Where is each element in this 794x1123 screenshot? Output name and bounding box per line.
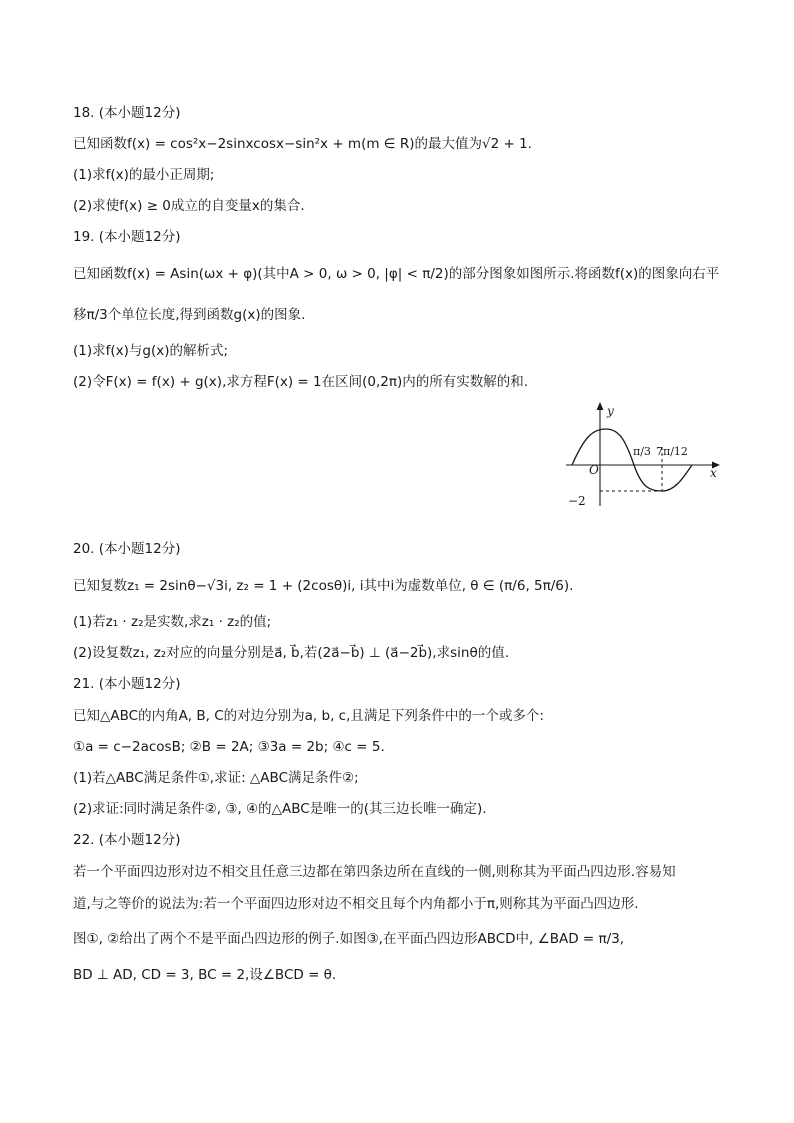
q21-stem: 已知△ABC的内角A, B, C的对边分别为a, b, c,且满足下列条件中的一个或多个:: [73, 708, 544, 724]
q22-header: 22. (本小题12分): [73, 832, 181, 848]
q21-part1: (1)若△ABC满足条件①,求证: △ABC满足条件②;: [73, 770, 359, 786]
q21-conditions: ①a = c−2acosB; ②B = 2A; ③3a = 2b; ④c = 5.: [73, 739, 385, 755]
q18-stem: 已知函数f(x) = cos²x−2sinxcosx−sin²x + m(m ∈ R)的最大值为√2 + 1.: [73, 136, 532, 152]
q22-line2: 道,与之等价的说法为:若一个平面四边形对边不相交且每个内角都小于π,则称其为平面凸四边形.: [73, 896, 639, 912]
q18-part2: (2)求使f(x) ≥ 0成立的自变量x的集合.: [73, 198, 305, 214]
q19-stem-line2: 移π/3个单位长度,得到函数g(x)的图象.: [73, 307, 306, 323]
q22-line4: BD ⊥ AD, CD = 3, BC = 2,设∠BCD = θ.: [73, 967, 337, 983]
q18-part1: (1)求f(x)的最小正周期;: [73, 167, 215, 183]
y-axis-arrow: [597, 402, 604, 410]
q22-line3: 图①, ②给出了两个不是平面凸四边形的例子.如图③,在平面凸四边形ABCD中, ∠BAD = π/3,: [73, 931, 625, 947]
x-axis-label: x: [710, 466, 717, 480]
q21-part2: (2)求证:同时满足条件②, ③, ④的△ABC是唯一的(其三边长唯一确定).: [73, 801, 487, 817]
q21-header: 21. (本小题12分): [73, 676, 181, 692]
tick-7pi-over-12: 7π/12: [656, 445, 688, 458]
q19-sine-graph: [560, 398, 725, 513]
q18-header: 18. (本小题12分): [73, 105, 181, 121]
q20-part1: (1)若z₁ · z₂是实数,求z₁ · z₂的值;: [73, 614, 272, 630]
q19-part1: (1)求f(x)与g(x)的解析式;: [73, 343, 229, 359]
ymin-label: −2: [568, 494, 586, 508]
origin-label: O: [589, 463, 599, 477]
q20-header: 20. (本小题12分): [73, 541, 181, 557]
q19-stem-line1: 已知函数f(x) = Asin(ωx + φ)(其中A > 0, ω > 0, |φ| < π/2)的部分图象如图所示.将函数f(x)的图象向右平: [73, 266, 720, 282]
q19-header: 19. (本小题12分): [73, 229, 181, 245]
q20-stem: 已知复数z₁ = 2sinθ−√3i, z₂ = 1 + (2cosθ)i, i其中i为虚数单位, θ ∈ (π/6, 5π/6).: [73, 578, 574, 594]
sine-curve: [572, 429, 692, 491]
q22-line1: 若一个平面四边形对边不相交且任意三边都在第四条边所在直线的一侧,则称其为平面凸四边形.容易知: [73, 864, 676, 880]
y-axis-label: y: [607, 404, 614, 418]
q20-part2: (2)设复数z₁, z₂对应的向量分别是a⃗, b⃗,若(2a⃗−b⃗) ⊥ (a⃗−2b⃗),求sinθ的值.: [73, 645, 509, 661]
tick-pi-over-3: π/3: [633, 445, 651, 458]
q19-part2: (2)令F(x) = f(x) + g(x),求方程F(x) = 1在区间(0,2π)内的所有实数解的和.: [73, 374, 529, 390]
